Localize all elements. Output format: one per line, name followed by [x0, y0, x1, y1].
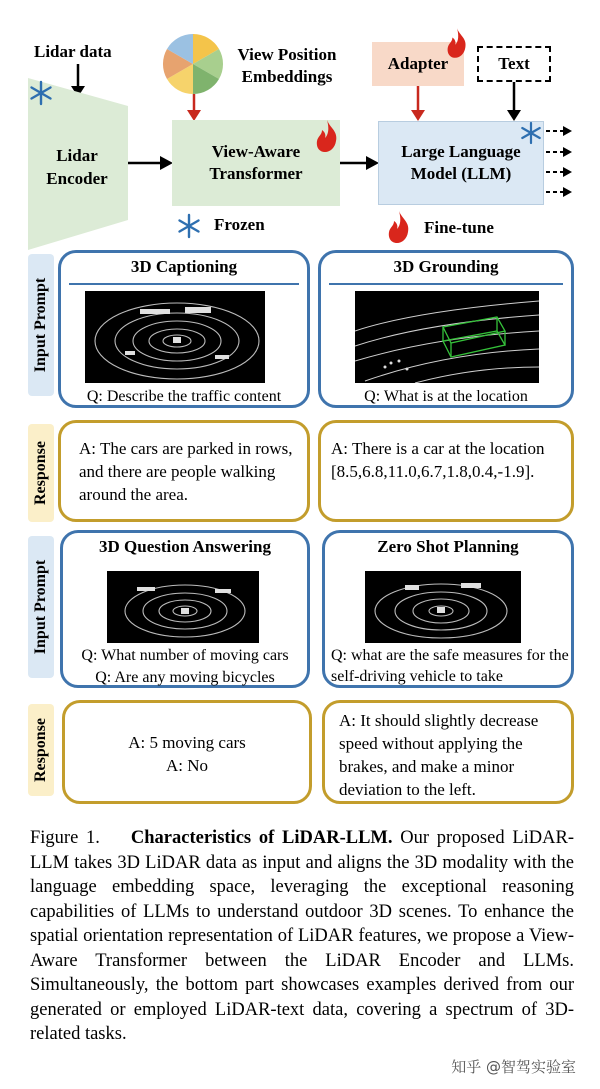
view-position-embeddings-label: View Position Embeddings: [237, 45, 337, 86]
planning-title: Zero Shot Planning: [377, 537, 519, 556]
caption-label: Figure 1.: [30, 828, 100, 848]
side-label-input-prompt-2: Input Prompt: [28, 536, 54, 678]
view-aware-transformer-box: View-Aware Transformer: [172, 120, 340, 206]
caption-body: Our proposed LiDAR-LLM takes 3D LiDAR data as input and aligns the 3D modality with the language embedding space, leveraging the exceptional reasoning capabilities of LLMs to understand outdoor 3D scenes. To enhance the spatial orientation representation of LiDAR features, we propose a View-Aware Transformer between the LiDAR Encoder and LLMs. Simultaneously, the bottom part showcases examples derived from our generated or employed LiDAR-text data, covering a spectrum of 3D-related tasks.: [30, 828, 574, 1044]
text-input-box: Text: [477, 46, 551, 82]
snowflake-icon: [28, 80, 54, 106]
lidar-encoder-label: Lidar Encoder: [46, 146, 108, 188]
qa-answer-1: A: 5 moving cars: [128, 733, 246, 752]
qa-response-panel: [62, 700, 312, 804]
adapter-flame-icon: [445, 27, 469, 59]
adapter-box: Adapter: [372, 42, 464, 86]
llm-box: Large Language Model (LLM): [378, 121, 544, 205]
watermark: 知乎 @智驾实验室: [451, 1058, 576, 1076]
caption-title: Characteristics of LiDAR-LLM.: [130, 828, 393, 848]
arrow-wheel-to-transformer: [184, 94, 204, 122]
legend-flame-icon: [386, 210, 412, 244]
side-label-input-prompt-1: Input Prompt: [28, 254, 54, 396]
qa-answer-2: A: No: [165, 756, 209, 775]
planning-answer: A: It should slightly decrease speed without applying the brakes, and make a minor deviation to the left.: [339, 711, 539, 799]
figure-caption: [30, 826, 574, 1047]
grounding-response-panel: [318, 420, 574, 522]
captioning-response-panel: [58, 420, 310, 522]
grounding-rule: [329, 283, 563, 285]
view-position-wheel-icon: [162, 33, 224, 95]
grounding-prompt-panel: [318, 250, 574, 408]
legend-frozen-label: Frozen: [214, 215, 265, 234]
planning-prompt-panel: [322, 530, 574, 688]
legend-finetune-label: Fine-tune: [424, 218, 494, 237]
llm-output-arrows: [544, 122, 574, 202]
captioning-title: 3D Captioning: [130, 257, 238, 276]
grounding-answer: A: There is a car at the location [8.5,6.8,11.0,6.7,1.8,0.4,-1.9].: [331, 439, 545, 481]
captioning-rule: [69, 283, 299, 285]
side-label-response-2: Response: [28, 704, 54, 796]
arrow-text-to-llm: [504, 82, 524, 122]
side-label-response-1: Response: [28, 424, 54, 522]
grounding-question: Q: What is at the location: [364, 388, 528, 405]
llm-snowflake-icon: [519, 121, 543, 145]
planning-lidar-image: [365, 571, 521, 643]
qa-question-1: Q: What number of moving cars: [81, 647, 289, 664]
grounding-lidar-image: [355, 291, 539, 383]
captioning-prompt-panel: [58, 250, 310, 408]
qa-prompt-panel: [60, 530, 310, 688]
flame-icon: [314, 119, 340, 153]
legend-snowflake-icon: [176, 213, 202, 239]
qa-question-2: Q: Are any moving bicycles: [95, 669, 275, 686]
arrow-transformer-to-llm: [340, 155, 380, 171]
qa-title: 3D Question Answering: [99, 537, 271, 556]
captioning-answer: A: The cars are parked in rows, and there are people walking around the area.: [79, 439, 293, 504]
captioning-lidar-image: [85, 291, 265, 383]
qa-lidar-image: [107, 571, 259, 643]
grounding-title: 3D Grounding: [393, 257, 499, 276]
captioning-question: Q: Describe the traffic content: [86, 388, 282, 405]
arrow-adapter-to-llm: [408, 86, 428, 122]
planning-response-panel: [322, 700, 574, 804]
arrow-encoder-to-transformer: [128, 155, 174, 171]
lidar-data-label: Lidar data: [34, 42, 112, 61]
planning-question: Q: what are the safe measures for the self-driving vehicle to take: [331, 647, 569, 685]
